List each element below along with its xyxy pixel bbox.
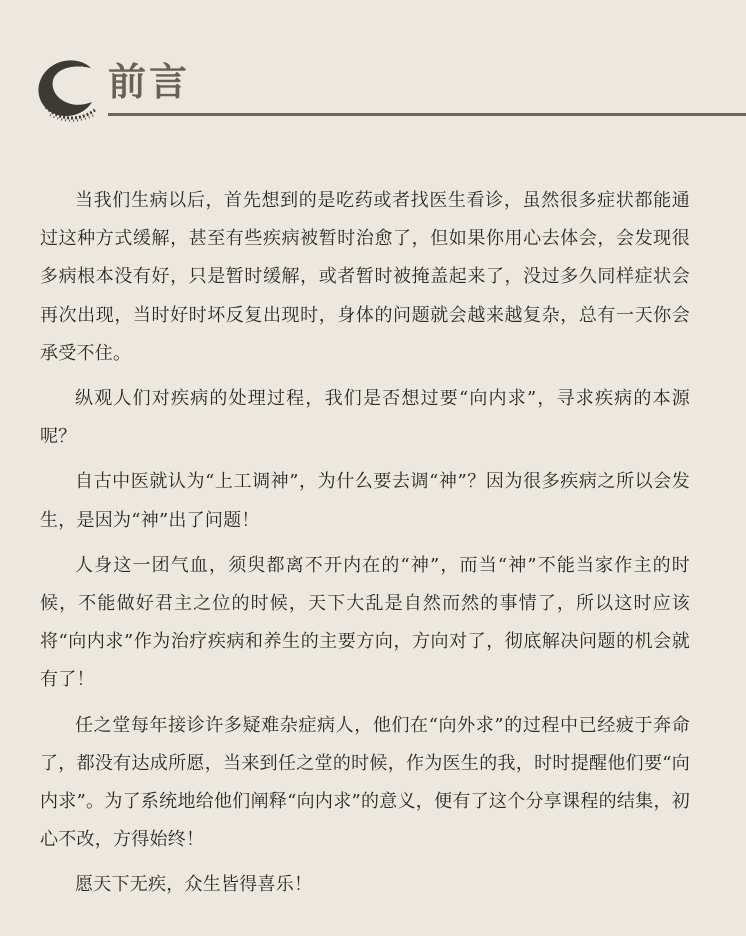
chapter-header	[28, 52, 746, 132]
preface-body	[40, 182, 690, 912]
paragraph-1: 当我们生病以后，首先想到的是吃药或者找医生看诊，虽然很多症状都能通过这种方式缓解，甚至有些疾病被暂时治愈了，但如果你用心去体会，会发现很多病根本没有好，只是暂时缓解，或者暂时被掩盖起来了，没过多久同样症状会再次出现，当时好时坏反复出现时，身体的问题就会越来越复杂，总有一天你会承受不住。	[40, 190, 690, 364]
title-divider	[108, 113, 746, 116]
paragraph-4: 人身这一团气血，须臾都离不开内在的“神”，而当“神”不能当家作主的时候，不能做好君主之位的时候，天下大乱是自然而然的事情了，所以这时应该将“向内求”作为治疗疾病和养生的主要方向，方向对了，彻底解决问题的机会就有了！	[40, 554, 690, 691]
brush-circle-icon	[32, 52, 104, 124]
paragraph-2: 纵观人们对疾病的处理过程，我们是否想过要“向内求”，寻求疾病的本源呢？	[40, 388, 690, 448]
paragraph-3: 自古中医就认为“上工调神”，为什么要去调“神”？因为很多疾病之所以会发生，是因为“神”出了问题！	[40, 471, 690, 531]
paragraph-5: 任之堂每年接诊许多疑难杂症病人，他们在“向外求”的过程中已经疲于奔命了，都没有达成所愿，当来到任之堂的时候，作为医生的我，时时提醒他们要“向内求”。为了系统地给他们阐释“向内求”的意义，便有了这个分享课程的结集，初心不改，方得始终！	[40, 714, 690, 851]
page-title: 前言	[108, 60, 191, 104]
paragraph-6: 愿天下无疾，众生皆得喜乐！	[75, 874, 313, 896]
